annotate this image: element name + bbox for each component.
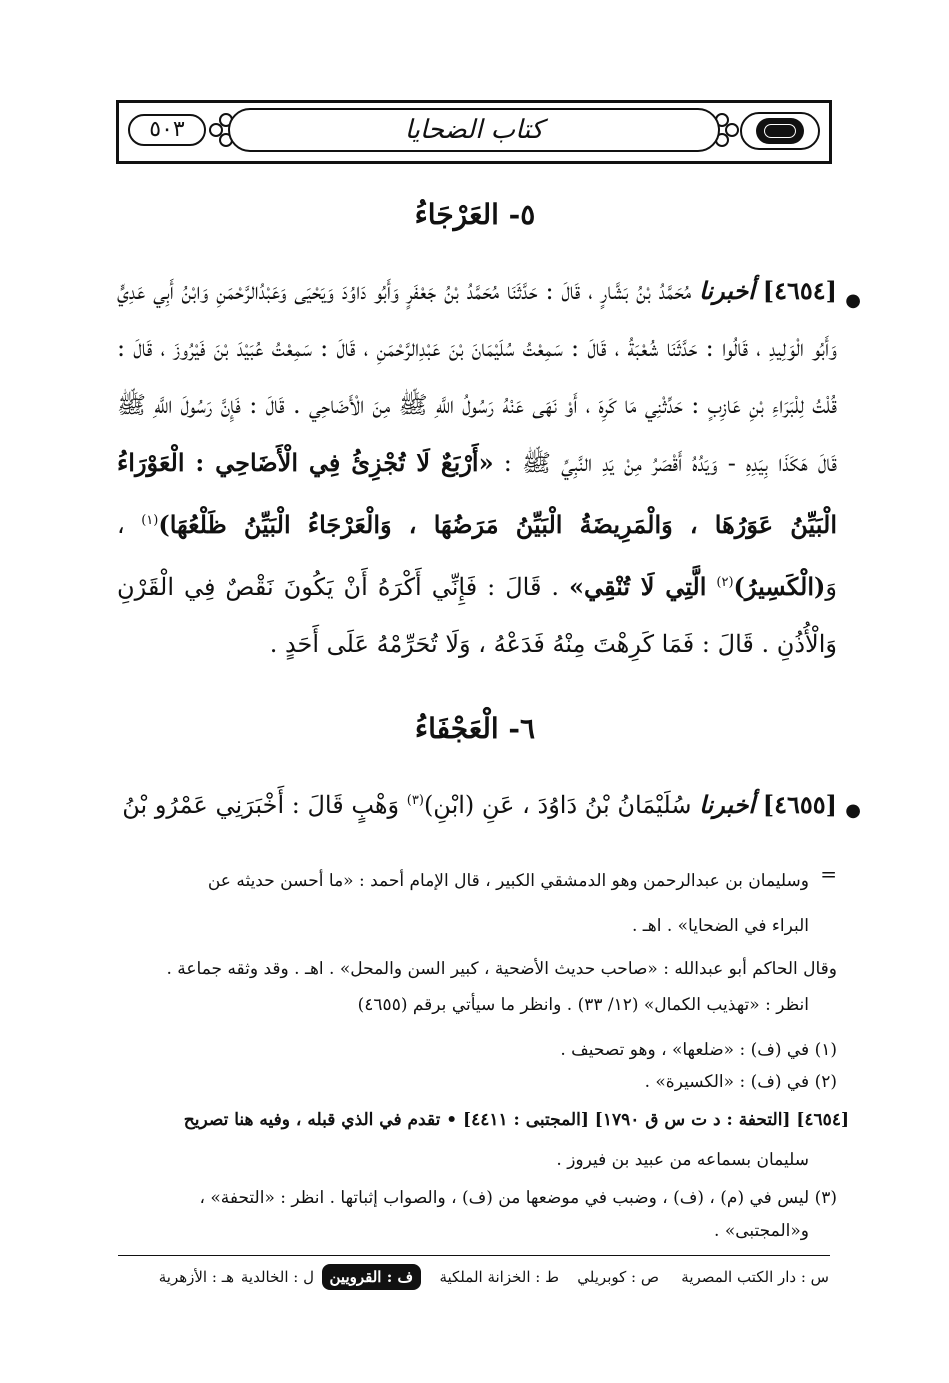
footnote-ref: (٣) bbox=[406, 793, 424, 808]
book-title: كتاب الضحايا bbox=[404, 115, 544, 145]
footnote-line: (٢) في (ف) : «الكسيرة» . bbox=[644, 1072, 837, 1092]
legend-item: ص : كوبريلي bbox=[577, 1268, 659, 1286]
bullet-icon: ● bbox=[845, 290, 861, 311]
section-heading: ٥- العَرْجَاءُ bbox=[414, 198, 536, 231]
section-heading: ٦- الْعَجْفَاءُ bbox=[414, 712, 536, 745]
hadith-quote: «أَرْبَعٌ لَا تُجْزِئُ فِي الْأَضَاحِي : الْعَوْرَاءُ الْبَيِّنُ عَوَرُهَا ، وَالْمَرِيضَةُ الْبَيِّنُ مَرَضُهَا ، وَالْعَرْجَاءُ الْبَيِّنُ ظَلْعُهَا) bbox=[117, 448, 837, 539]
footnote-line: وسليمان بن عبدالرحمن وهو الدمشقي الكبير ، قال الإمام أحمد : «ما أحسن حديثه عن bbox=[207, 871, 809, 891]
legend-item: هـ : الأزهرية bbox=[158, 1268, 234, 1286]
page-number: ٥٠٣ bbox=[128, 114, 206, 146]
hadith-text: ، وَ bbox=[117, 511, 837, 601]
footnote-divider bbox=[118, 1255, 830, 1256]
bullet-icon: ● bbox=[845, 800, 861, 821]
footnote-line: (٣) ليس في (م) ، (ف) ، وضبب في موضعها من (ف) ، والصواب إثباتها . انظر : «التحفة» ، bbox=[199, 1188, 837, 1208]
hadith-text: مُحَمَّدُ بْنُ بَشَّارٍ ، قَالَ : حَدَّثَنَا مُحَمَّدُ بْنُ جَعْفَرٍ وَأَبُو دَاوُدَ وَيَحْيَى وَعَبْدُالرَّحْمَنِ وَابْنُ أَبِي عَدِيٍّ وَأَبُو الْوَلِيدِ ، قَالُوا : حَدَّثَنَا شُعْبَةُ ، قَالَ : سَمِعْتُ سُلَيْمَانَ بْنَ عَبْدِالرَّحْمَنِ ، قَالَ : سَمِعْتُ عُبَيْدَ بْنَ فَيْرُوزَ ، قَالَ : قُلْتُ لِلْبَرَاءِ بْنِ عَازِبٍ : حَدِّثْنِي مَا كَرِهَ ، أَوْ نَهَى عَنْهُ رَسُولُ اللَّهِ ﷺ مِنَ الْأَضَاحِي . قَالَ : فَإِنَّ رَسُولَ اللَّهِ ﷺ قَالَ هَكَذَا بِيَدِهِ - وَيَدُهُ أَقْصَرُ مِنْ يَدِ النَّبِيِّ ﷺ : bbox=[117, 277, 837, 477]
footnote-line: [٤٦٥٤] [التحفة : د ت س ق ١٧٩٠] [المجتبى : ٤٤١١] • تقدم في الذي قبله ، وفيه هنا تصريح bbox=[183, 1110, 849, 1130]
hadith-quote: (الْكَسِيرُ) bbox=[733, 572, 826, 601]
hadith-text: سُلَيْمَانُ بْنُ دَاوُدَ ، عَنِ (ابْنِ) bbox=[423, 791, 692, 819]
page-header bbox=[116, 100, 832, 164]
legend-item: ل : الخالدية bbox=[240, 1268, 314, 1286]
logo-seal-icon bbox=[756, 118, 804, 144]
hadith-index: [٤٦٥٥] bbox=[762, 790, 837, 819]
hadith-paragraph bbox=[117, 772, 837, 834]
hadith-paragraph bbox=[117, 262, 837, 673]
publisher-logo bbox=[740, 112, 820, 150]
footnote-ref: (١) bbox=[141, 513, 159, 528]
footnote-line: سليمان بسماعه من عبيد بن فيروز . bbox=[556, 1150, 809, 1170]
footnote-ref: (٢) bbox=[716, 575, 734, 590]
footnote-line: البراء في الضحايا» . اهـ . bbox=[631, 916, 809, 936]
footnote-line: و«المجتبى» . bbox=[714, 1221, 809, 1241]
hadith-text: وَهْبٍ قَالَ : أَخْبَرَنِي عَمْرُو بْنُ bbox=[122, 791, 400, 819]
akhbarana: أخبرنا bbox=[698, 276, 755, 305]
hadith-index: [٤٦٥٤] bbox=[762, 276, 837, 305]
hadith-quote: الَّتِي لَا تُنْقِي» bbox=[569, 572, 707, 601]
legend-item: س : دار الكتب المصرية bbox=[681, 1268, 829, 1286]
legend-item-highlighted: ف : القرويين bbox=[322, 1264, 422, 1290]
akhbarana: أخبرنا bbox=[699, 790, 756, 819]
footnote-line: وقال الحاكم أبو عبدالله : «صاحب حديث الأضحية ، كبير السن والمحل» . اهـ . وقد وثقه جماعة . bbox=[166, 959, 837, 979]
footnote-line: (١) في (ف) : «ضلعها» ، وهو تصحيف . bbox=[560, 1040, 837, 1060]
legend-item: ط : الخزانة الملكية bbox=[439, 1268, 559, 1286]
continuation-mark: = bbox=[820, 862, 837, 886]
hadith-text: . قَالَ : فَإِنِّي أَكْرَهُ أَنْ يَكُونَ نَقْصٌ فِي الْقَرْنِ وَالْأُذُنِ . قَالَ : فَمَا كَرِهْتَ مِنْهُ فَدَعْهُ ، وَلَا تُحَرِّمْهُ عَلَى أَحَدٍ . bbox=[117, 573, 837, 658]
footnote-line: انظر : «تهذيب الكمال» (١٢/ ٣٣) . وانظر ما سيأتي برقم (٤٦٥٥) bbox=[357, 995, 809, 1015]
